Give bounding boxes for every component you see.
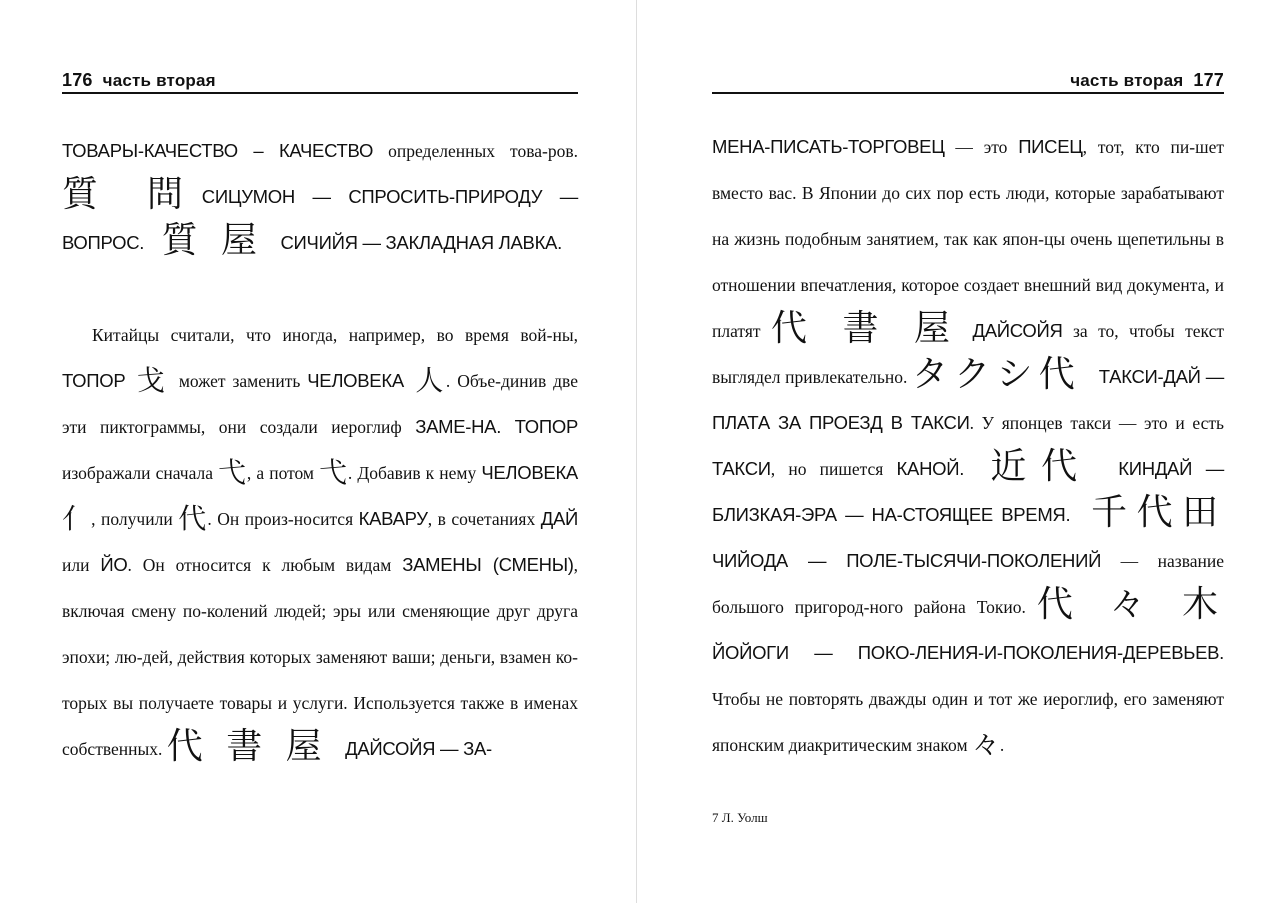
text-run <box>962 321 972 341</box>
left-running-header <box>62 70 578 94</box>
caps-term: ТАКСИ <box>712 458 771 479</box>
caps-term: ЧЕЛОВЕКА <box>307 370 404 391</box>
text-run: , но пишется <box>770 459 897 479</box>
caps-term: СПРОСИТЬ-ПРИРОДУ <box>348 186 543 207</box>
caps-term: НА-СТОЯЩЕЕ ВРЕМЯ. <box>871 504 1071 525</box>
right-running-header <box>712 70 1224 94</box>
text-run: , получили <box>91 509 179 529</box>
text-run: , а потом <box>246 463 320 483</box>
right-paragraph-1 <box>712 124 1224 768</box>
text-run: . Добавив к нему <box>347 463 482 483</box>
kanji-glyph: 々 <box>971 728 1000 761</box>
caps-term: — <box>788 642 858 663</box>
caps-term: — <box>357 232 386 253</box>
caps-term: — <box>787 550 847 571</box>
text-run: определенных това-ров. <box>373 141 578 161</box>
caps-term: КАНОЙ. <box>896 458 965 479</box>
text-run: , включая смену по-колений людей; эры или сменяющие друг друга эпохи; лю-дей, действия которых заменяют ваши; деньги, взамен ко-торых вы получаете товары и услуги. Используется также в именах собственных. <box>62 555 579 759</box>
caps-term: ПИСЕЦ <box>1018 136 1083 157</box>
caps-term: СИЦУМОН <box>201 186 295 207</box>
text-run: . Он относится к любым видам <box>127 555 403 575</box>
text-run: . <box>999 735 1005 755</box>
book-gutter <box>636 0 637 903</box>
kanji-glyph: 近代 <box>964 446 1119 487</box>
caps-term: ВОПРОС. <box>62 232 145 253</box>
caps-term: СИЧИЙЯ <box>280 232 358 253</box>
kanji-glyph: 弋 <box>319 456 348 489</box>
kanji-glyph: 代 書 屋 <box>166 726 346 767</box>
text-run: — название большого пригород-ного района Токио. <box>712 551 1224 617</box>
right-section-title: часть вторая <box>1070 71 1184 90</box>
caps-term: — <box>1192 458 1224 479</box>
caps-term: — <box>294 186 349 207</box>
caps-term: ЙОЙОГИ <box>712 642 789 663</box>
left-page <box>62 0 578 903</box>
caps-term: — <box>836 504 872 525</box>
caps-term: — <box>435 738 464 759</box>
text-run: , в сочетаниях <box>427 509 541 529</box>
kanji-glyph: 戈 <box>125 364 179 397</box>
caps-term: ДАЙСОЙЯ <box>345 738 436 759</box>
caps-term: КАВАРУ <box>358 508 428 529</box>
kanji-glyph: 亻 <box>62 502 92 535</box>
kanji-glyph: 弋 <box>218 456 247 489</box>
text-run: или <box>62 555 101 575</box>
left-section-title: часть вторая <box>102 71 216 90</box>
text-run: изображали сначала <box>62 463 219 483</box>
right-page-number: 177 <box>1193 70 1224 90</box>
caps-term: ЧИЙОДА <box>712 550 788 571</box>
caps-term: ЗАКЛАДНАЯ ЛАВКА. <box>385 232 562 253</box>
text-run: . У японцев такси — это и есть <box>969 413 1224 433</box>
text-run: Китайцы считали, что иногда, например, во время вой-ны, <box>92 325 578 345</box>
caps-term: ТОПОР <box>62 370 126 391</box>
caps-term: ЙО <box>100 554 128 575</box>
caps-term: КАЧЕСТВО <box>278 140 374 161</box>
kanji-glyph: 千代田 <box>1070 492 1224 533</box>
caps-term: ЗАМЕ-НА. <box>415 416 502 437</box>
text-run <box>501 417 515 437</box>
footnote: 7 Л. Уолш <box>712 810 768 825</box>
left-paragraph-2 <box>62 312 578 772</box>
caps-term: ПОЛЕ-ТЫСЯЧИ-ПОКОЛЕНИЙ <box>846 550 1102 571</box>
caps-term: БЛИЗКАЯ-ЭРА <box>712 504 837 525</box>
caps-term: — <box>542 186 578 207</box>
kanji-glyph: 人 <box>403 364 446 397</box>
kanji-glyph: 質 問 <box>62 174 202 215</box>
kanji-glyph: 代 書 屋 <box>770 308 963 349</box>
caps-term: ЗАМЕНЫ (СМЕНЫ) <box>402 554 574 575</box>
text-run: . Объе-динив две эти пиктограммы, они создали иероглиф <box>62 371 578 437</box>
text-run: за то, чтобы текст выглядел привлекательно. <box>712 321 1225 387</box>
kanji-glyph: タクシ代 <box>911 354 1099 395</box>
text-run: Чтобы не повторять дважды один и тот же иероглиф, его заменяют японским диакритическим знаком <box>712 689 1224 755</box>
caps-term: ТАКСИ-ДАЙ <box>1098 366 1201 387</box>
caps-term: ЗА- <box>463 738 492 759</box>
text-run: , тот, кто пи-шет вместо вас. В Японии до сих пор есть люди, которые зарабатывают на жизнь подобным занятием, так как япон-цы очень щепетильны в отношении впечатления, которое создает внешний вид документа, и платят <box>712 137 1224 341</box>
text-run: . Он произ-носится <box>207 509 359 529</box>
text-run: — это <box>944 137 1019 157</box>
left-page-number: 176 <box>62 70 93 90</box>
caps-term: ДАЙСОЙЯ <box>972 320 1063 341</box>
caps-term: ТОПОР <box>514 416 578 437</box>
left-paragraph-1 <box>62 128 578 266</box>
caps-term: МЕНА-ПИСАТЬ-ТОРГОВЕЦ <box>712 136 945 157</box>
right-page <box>712 0 1224 903</box>
caps-term: — <box>1200 366 1224 387</box>
kanji-glyph: 質 屋 <box>144 220 281 261</box>
caps-term: ПЛАТА ЗА ПРОЕЗД В ТАКСИ <box>712 412 970 433</box>
kanji-glyph: 代 々 木 <box>1036 584 1224 625</box>
caps-term: – <box>237 140 279 161</box>
kanji-glyph: 代 <box>178 502 208 535</box>
caps-term: ЧЕЛОВЕКА <box>481 462 578 483</box>
caps-term: ДАЙ <box>540 508 578 529</box>
caps-term: ПОКО-ЛЕНИЯ-И-ПОКОЛЕНИЯ-ДЕРЕВЬЕВ. <box>857 642 1224 663</box>
caps-term: КИНДАЙ <box>1118 458 1193 479</box>
caps-term: ТОВАРЫ-КАЧЕСТВО <box>62 140 238 161</box>
text-run: может заменить <box>178 371 308 391</box>
